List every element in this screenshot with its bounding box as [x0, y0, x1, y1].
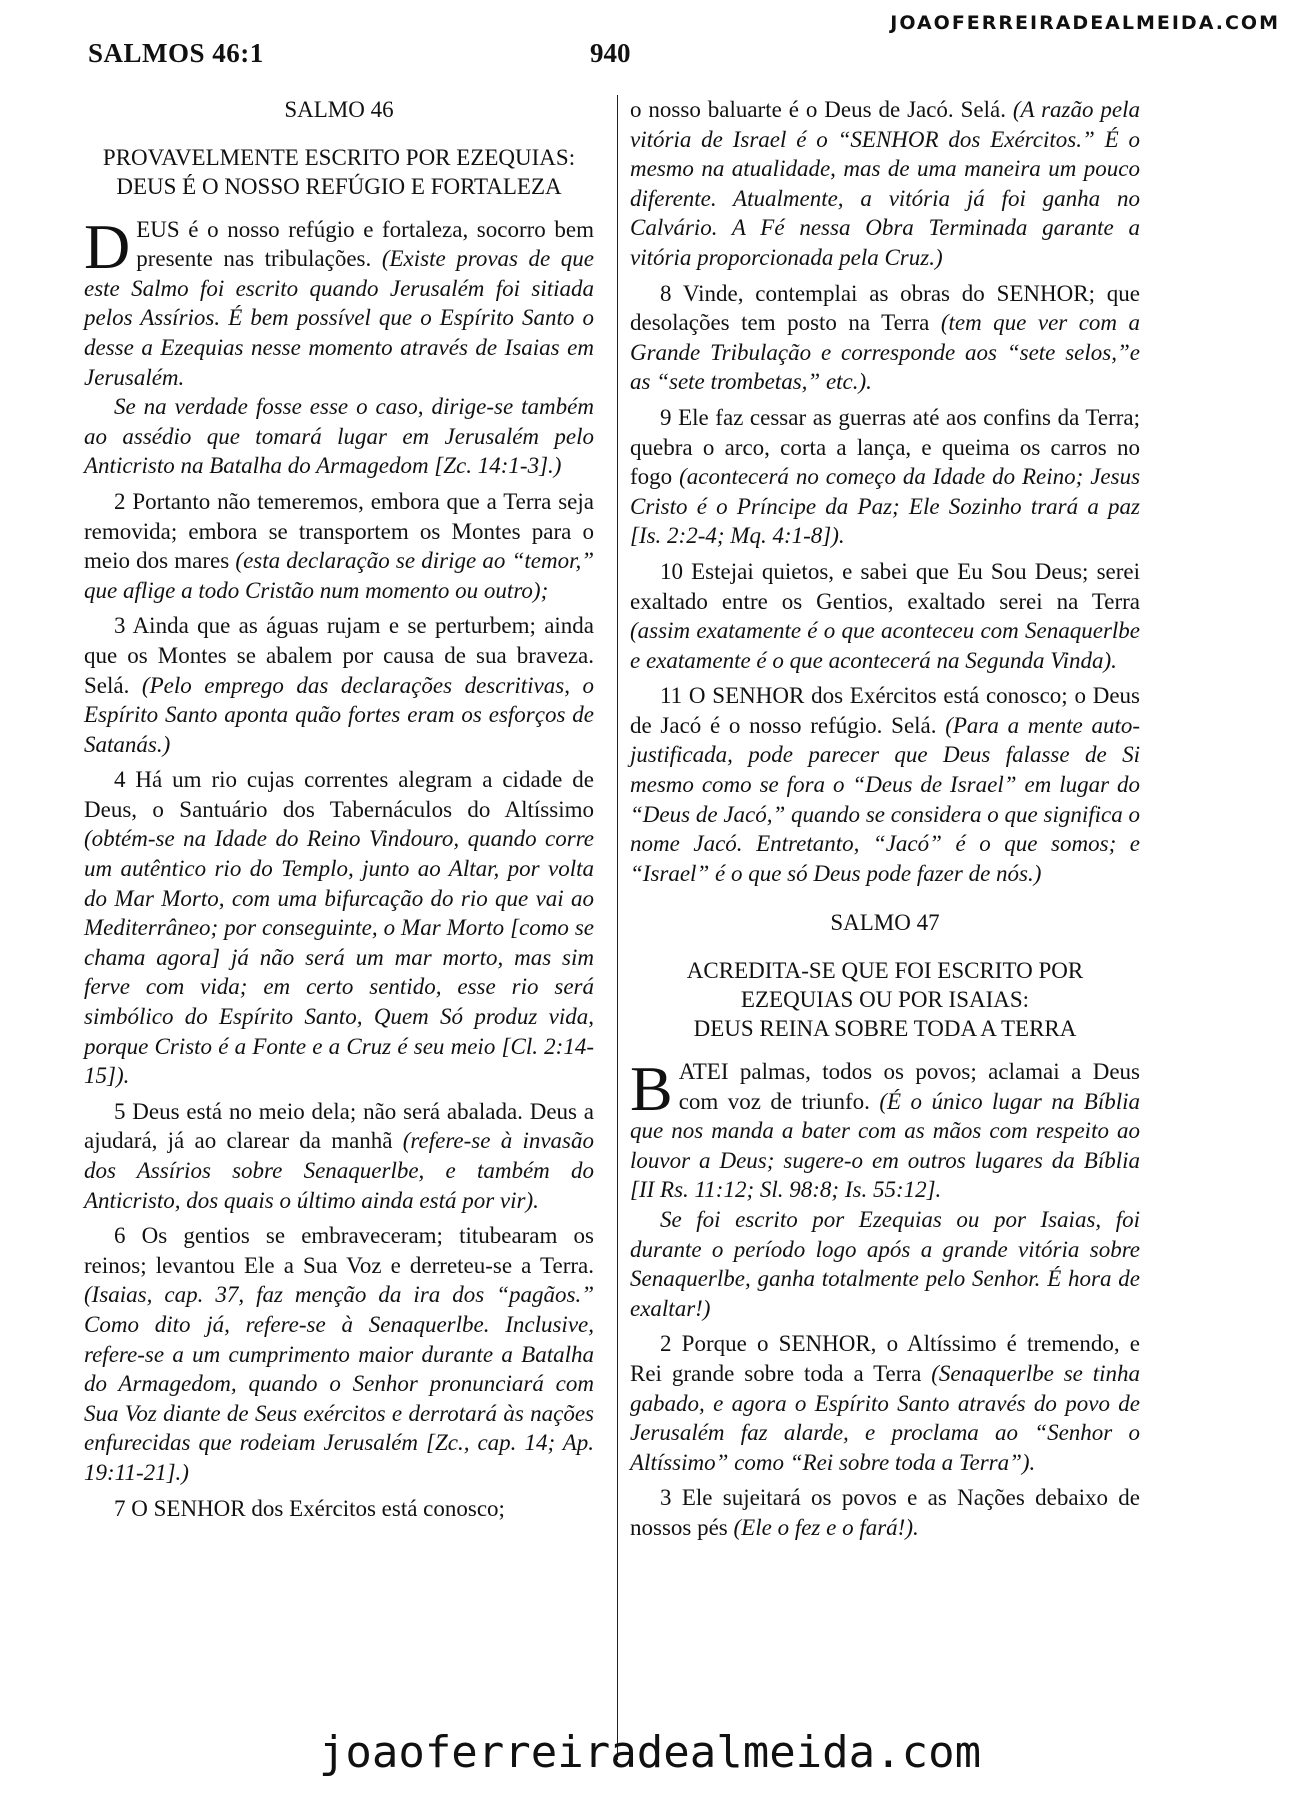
verse-text: 7 O SENHOR dos Exércitos está conosco;	[114, 1495, 505, 1521]
verse-46-3	[84, 611, 594, 759]
verse-text: 2 Porque o SENHOR, o Altíssimo é tremendo, e Rei grande sobre toda a Terra	[630, 1331, 1140, 1386]
verse-46-10	[630, 557, 1140, 675]
verse-note: (acontecerá no começo da Idade do Reino; Jesus Cristo é o Príncipe da Paz; Ele Sozinho trará a paz [Is. 2:2-4; Mq. 4:1-8]).	[630, 464, 1141, 549]
verse-note: (Para a mente auto-justificada, pode parecer que Deus falasse de Si mesmo como se fora o “Deus de Israel” em lugar do “Deus de Jacó,” quando se considera o que significa o nome Jacó. Entretanto, “Jacó” é o que somos; e “Israel” é o que só Deus pode fazer de nós.)	[630, 712, 1140, 886]
page-number: 940	[590, 38, 631, 68]
verse-46-7-cont	[630, 95, 1140, 273]
verse-text: 11 O SENHOR dos Exércitos está conosco; o Deus de Jacó é o nosso refúgio. Selá.	[630, 683, 1140, 738]
left-column	[84, 95, 594, 1529]
column-divider	[617, 95, 618, 1760]
psalm-46-title: SALMO 46	[284, 97, 394, 122]
verse-note: Se foi escrito por Ezequias ou por Isaias, foi durante o período logo após a grande vitória sobre Senaquerlbe, ganha totalmente pelo Senhor. É hora de exaltar!)	[630, 1207, 1140, 1321]
verse-46-11	[630, 681, 1140, 888]
verse-46-7-start	[84, 1494, 594, 1524]
verse-note: (esta declaração se dirige ao “temor,” que aflige a todo Cristão num momento ou outro);	[84, 548, 595, 603]
verse-46-8	[630, 279, 1140, 397]
verse-47-2	[630, 1329, 1140, 1477]
verse-text: 3 Ele sujeitará os povos e as Nações debaixo de nossos pés	[630, 1485, 1140, 1540]
verse-47-1	[630, 1053, 1140, 1205]
psalm-47-heading-line-1: ACREDITA-SE QUE FOI ESCRITO POR EZEQUIAS OU POR ISAIAS:	[686, 958, 1084, 1013]
verse-note: (refere-se à invasão dos Assírios sobre Senaquerlbe, e também do Anticristo, dos quais o último ainda está por vir).	[84, 1128, 594, 1213]
verse-note: (Pelo emprego das declarações descritivas, o Espírito Santo aponta quão fortes eram os esforços de Satanás.)	[84, 672, 595, 757]
verse-note: (tem que ver com a Grande Tribulação e corresponde aos “sete selos,”e as “sete trombetas,” etc.).	[630, 310, 1141, 395]
psalm-47-heading-line-2: DEUS REINA SOBRE TODA A TERRA	[693, 1016, 1077, 1042]
verse-46-2	[84, 487, 594, 605]
verse-text: 9 Ele faz cessar as guerras até aos confins da Terra; quebra o arco, corta a lança, e queima os carros no fogo	[630, 404, 1140, 490]
spacer	[630, 894, 1140, 908]
verse-note: (Existe provas de que este Salmo foi escrito quando Jerusalém foi sitiada pelos Assírios. É bem possível que o Espírito Santo o desse a Ezequias nesse momento através de Isaias em Jerusalém.	[84, 246, 595, 390]
right-column	[630, 95, 1140, 1549]
verse-text: 10 Estejai quietos, e sabei que Eu Sou Deus; serei exaltado entre os Gentios, exaltado serei na Terra	[630, 558, 1140, 614]
verse-text: o nosso baluarte é o Deus de Jacó. Selá.	[630, 97, 1006, 122]
psalm-46-heading-line-1: PROVAVELMENTE ESCRITO POR EZEQUIAS:	[102, 144, 576, 170]
dropcap: D	[84, 210, 131, 282]
verse-note: (obtém-se na Idade do Reino Vindouro, quando corre um autêntico rio do Templo, junto ao Altar, por volta do Mar Morto, com uma bifurcação do rio que vai ao Mediterrâneo; por conseguinte, o Mar Morto [como se chama agora] já não será um mar morto, mas sim ferve com vida; em certo sentido, esse rio será simbólico do Espírito Santo, Quem Só produz vida, porque Cristo é a Fonte e a Cruz é seu meio [Cl. 2:14-15]).	[84, 826, 594, 1089]
verse-47-3	[630, 1483, 1140, 1542]
verse-text: 8 Vinde, contemplai as obras do SENHOR; que desolações tem posto na Terra	[630, 280, 1140, 336]
verse-note: (assim exatamente é o que aconteceu com Senaquerlbe e exatamente é o que acontecerá na Segunda Vinda).	[630, 618, 1140, 673]
verse-46-9	[630, 403, 1140, 551]
dropcap: B	[630, 1053, 673, 1125]
verse-note: Se na verdade fosse esse o caso, dirige-se também ao assédio que tomará lugar em Jerusalém pelo Anticristo na Batalha do Armagedom [Zc. 14:1-3].)	[84, 394, 594, 479]
verse-46-4	[84, 765, 594, 1091]
psalm-47-heading	[630, 956, 1140, 1043]
verse-note: (É o único lugar na Bíblia que nos manda a bater com as mãos com respeito ao louvor a Deus; sugere-o em outros lugares da Bíblia [II Rs. 11:12; Sl. 98:8; Is. 55:12].	[630, 1088, 1140, 1203]
verse-46-6	[84, 1221, 594, 1487]
verse-46-5	[84, 1097, 594, 1215]
verse-note: (Isaias, cap. 37, faz menção da ira dos “pagãos.” Como dito já, refere-se à Senaquerlbe. Inclusive, refere-se a um cumprimento maior durante a Batalha do Armagedom, quando o Senhor pronunciará com Sua Voz diante de Seus exércitos e derrotará às nações enfurecidas que rodeiam Jerusalém [Zc., cap. 14; Ap. 19:11-21].)	[84, 1282, 594, 1485]
verse-text: 4 Há um rio cujas correntes alegram a cidade de Deus, o Santuário dos Tabernáculos do Altíssimo	[84, 767, 594, 822]
verse-text: 2 Portanto não temeremos, embora que a Terra seja removida; embora se transportem os Montes para o meio dos mares	[84, 488, 594, 574]
note-46-1b	[84, 392, 594, 481]
verse-text: 3 Ainda que as águas rujam e se perturbem; ainda que os Montes se abalem por causa de sua braveza. Selá.	[84, 613, 594, 698]
verse-text: 6 Os gentios se embraveceram; titubearam os reinos; levantou Ele a Sua Voz e derreteu-se a Terra.	[84, 1223, 594, 1278]
psalm-47-title: SALMO 47	[830, 910, 940, 936]
site-watermark-top: JOAOFERREIRADEALMEIDA.COM	[890, 12, 1280, 34]
verse-note: (Senaquerlbe se tinha gabado, e agora o Espírito Santo através do povo de Jerusalém faz alarde, e proclama ao “Senhor o Altíssimo” como “Rei sobre toda a Terra”).	[630, 1360, 1141, 1475]
site-watermark-bottom: joaoferreiradealmeida.com	[318, 1727, 982, 1778]
psalm-46-heading-line-2: DEUS É O NOSSO REFÚGIO E FORTALEZA	[116, 173, 562, 199]
note-47-1b	[630, 1205, 1140, 1323]
verse-text: ATEI palmas, todos os povos; aclamai a Deus com voz de triunfo.	[678, 1059, 1140, 1114]
verse-note: (Ele o fez e o fará!).	[733, 1514, 919, 1540]
running-head: SALMOS 46:1	[88, 38, 264, 68]
verse-text: 5 Deus está no meio dela; não será abalada. Deus a ajudará, já ao clarear da manhã	[84, 1098, 594, 1154]
verse-note: (A razão pela vitória de Israel é o “SENHOR dos Exércitos.” É o mesmo na atualidade, mas de uma maneira um pouco diferente. Atualmente, a vitória já foi ganha no Calvário. A Fé nessa Obra Terminada garante a vitória proporcionada pela Cruz.)	[630, 97, 1141, 270]
psalm-46-heading	[84, 143, 594, 201]
verse-text: EUS é o nosso refúgio e fortaleza, socorro bem presente nas tribulações.	[136, 216, 594, 272]
verse-46-1	[84, 210, 595, 393]
